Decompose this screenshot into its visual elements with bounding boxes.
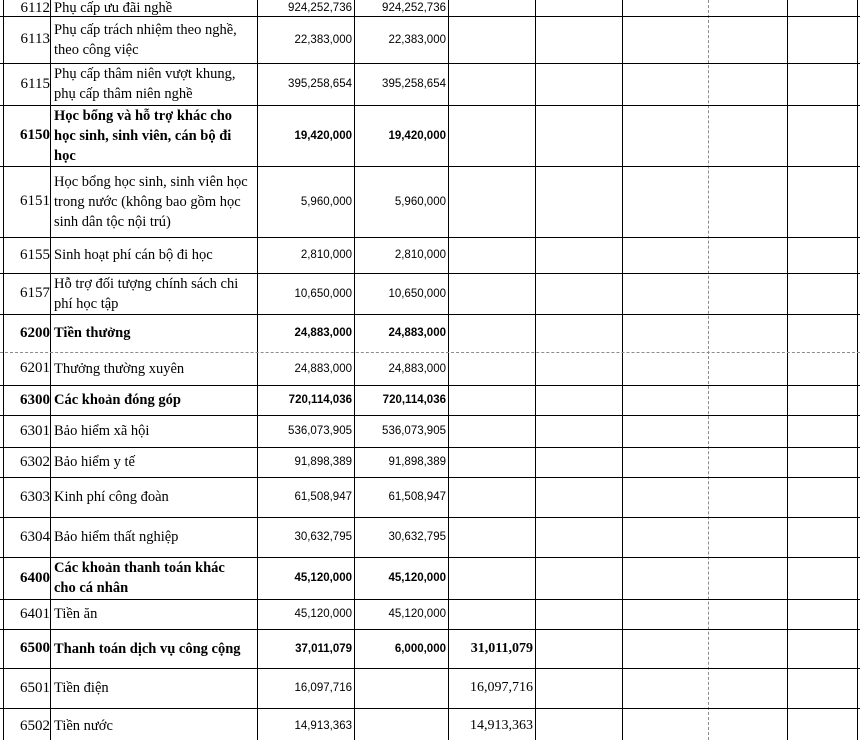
account-code-cell: 6157 xyxy=(20,285,50,301)
amount-column-2-cell xyxy=(356,668,446,708)
account-code-cell: 6201 xyxy=(20,360,50,376)
amount-total-cell: 720,114,036 xyxy=(288,394,352,406)
account-code-cell: 6500 xyxy=(20,640,50,656)
amount-total-cell: 45,120,000 xyxy=(294,572,352,584)
amount-column-2-cell: 30,632,795 xyxy=(388,531,446,543)
table-row xyxy=(0,273,860,314)
account-code-cell: 6401 xyxy=(20,605,50,622)
amount-total-cell: 16,097,716 xyxy=(294,682,352,694)
amount-column-2-cell: 6,000,000 xyxy=(394,642,446,655)
table-row xyxy=(0,105,860,166)
item-name-cell: Các khoản đóng góp xyxy=(54,392,181,408)
amount-column-2-cell: 22,383,000 xyxy=(388,33,446,46)
amount-column-2-cell: 24,883,000 xyxy=(388,362,446,375)
account-code-cell: 6501 xyxy=(20,679,50,696)
item-name-cell: Sinh hoạt phí cán bộ đi học xyxy=(54,247,213,263)
amount-total-cell: 30,632,795 xyxy=(294,531,352,543)
amount-column-3-cell xyxy=(450,385,533,415)
table-row xyxy=(0,477,860,517)
amount-column-3-cell: 14,913,363 xyxy=(470,718,533,733)
amount-column-2-cell: 536,073,905 xyxy=(382,425,446,437)
amount-column-3-cell xyxy=(450,477,533,517)
amount-column-3-cell xyxy=(450,105,533,166)
table-row xyxy=(0,314,860,352)
item-name-cell: Bảo hiểm thất nghiệp xyxy=(54,529,179,545)
account-code-cell: 6301 xyxy=(20,422,50,439)
amount-column-2-cell: 61,508,947 xyxy=(388,491,446,503)
account-code-cell: 6151 xyxy=(20,193,50,209)
table-row xyxy=(0,237,860,273)
table-row xyxy=(0,385,860,415)
item-name-cell: Kinh phí công đoàn xyxy=(54,489,169,505)
amount-column-2-cell: 45,120,000 xyxy=(388,572,446,584)
item-name-cell: Tiền điện xyxy=(54,680,109,696)
item-name-cell: Bảo hiểm xã hội xyxy=(54,423,150,439)
amount-total-cell: 24,883,000 xyxy=(294,327,352,339)
amount-column-2-cell: 5,960,000 xyxy=(394,195,446,208)
item-name-cell: Các khoản thanh toán khác cho cá nhân xyxy=(54,560,225,596)
item-name-cell: Tiền nước xyxy=(54,718,113,734)
table-row xyxy=(0,668,860,708)
amount-column-3-cell xyxy=(450,166,533,237)
amount-total-cell: 2,810,000 xyxy=(300,249,352,261)
table-row xyxy=(0,16,860,63)
item-name-cell: Học bổng và hỗ trợ khác cho học sinh, sinh viên, cán bộ đi học xyxy=(54,107,233,164)
account-code-cell: 6400 xyxy=(20,569,50,586)
account-code-cell: 6502 xyxy=(20,717,50,734)
amount-total-cell: 45,120,000 xyxy=(294,608,352,620)
account-code-cell: 6150 xyxy=(20,127,50,143)
item-name-cell: Tiền ăn xyxy=(54,606,98,622)
amount-column-3-cell xyxy=(450,314,533,352)
amount-column-3-cell: 16,097,716 xyxy=(470,680,533,695)
amount-total-cell: 24,883,000 xyxy=(294,362,352,375)
amount-column-2-cell: 24,883,000 xyxy=(388,327,446,339)
item-name-cell: Hỗ trợ đối tượng chính sách chi phí học tập xyxy=(54,275,239,312)
amount-total-cell: 395,258,654 xyxy=(288,78,352,90)
table-row xyxy=(0,352,860,385)
amount-column-2-cell: 720,114,036 xyxy=(382,394,446,406)
account-code-cell: 6200 xyxy=(20,324,50,341)
amount-column-2-cell: 395,258,654 xyxy=(382,78,446,90)
amount-total-cell: 19,420,000 xyxy=(294,129,352,142)
table-row xyxy=(0,415,860,447)
item-name-cell: Phụ cấp thâm niên vượt khung, phụ cấp thâm niên nghề xyxy=(54,66,236,102)
table-row xyxy=(0,63,860,105)
account-code-cell: 6115 xyxy=(20,75,50,92)
item-name-cell: Thưởng thường xuyên xyxy=(54,360,185,377)
amount-total-cell: 10,650,000 xyxy=(294,287,352,300)
item-name-cell: Học bổng học sinh, sinh viên học trong nước (không bao gồm học sinh dân tộc nội trú) xyxy=(54,173,248,230)
amount-column-3-cell: 31,011,079 xyxy=(470,640,533,656)
amount-total-cell: 91,898,389 xyxy=(294,456,352,468)
amount-total-cell: 14,913,363 xyxy=(294,720,352,732)
amount-column-3-cell xyxy=(450,447,533,477)
amount-column-2-cell: 10,650,000 xyxy=(388,287,446,300)
account-code-cell: 6112 xyxy=(20,0,50,16)
item-name-cell: Bảo hiểm y tế xyxy=(54,454,135,470)
amount-column-3-cell xyxy=(450,557,533,599)
item-name-cell: Phụ cấp ưu đãi nghề xyxy=(54,0,173,16)
amount-total-cell: 61,508,947 xyxy=(294,491,352,503)
amount-column-3-cell xyxy=(450,16,533,63)
amount-total-cell: 37,011,079 xyxy=(295,642,352,655)
table-row xyxy=(0,166,860,237)
account-code-cell: 6155 xyxy=(20,246,50,263)
amount-column-3-cell xyxy=(450,0,533,16)
amount-column-3-cell xyxy=(450,237,533,273)
amount-column-3-cell xyxy=(450,415,533,447)
amount-column-3-cell xyxy=(450,517,533,557)
table-row xyxy=(0,557,860,599)
item-name-cell: Thanh toán dịch vụ công cộng xyxy=(54,640,241,657)
amount-column-2-cell xyxy=(356,708,446,744)
table-row xyxy=(0,708,860,744)
account-code-cell: 6304 xyxy=(20,528,50,545)
account-code-cell: 6302 xyxy=(20,453,50,470)
amount-total-cell: 536,073,905 xyxy=(288,425,352,437)
amount-column-2-cell: 45,120,000 xyxy=(388,608,446,620)
amount-column-3-cell xyxy=(450,352,533,385)
amount-total-cell: 22,383,000 xyxy=(294,33,352,46)
amount-total-cell: 5,960,000 xyxy=(300,195,352,208)
account-code-cell: 6303 xyxy=(20,488,50,505)
table-row xyxy=(0,599,860,629)
amount-column-3-cell xyxy=(450,63,533,105)
amount-column-2-cell: 91,898,389 xyxy=(388,456,446,468)
account-code-cell: 6113 xyxy=(20,31,50,47)
item-name-cell: Tiền thưởng xyxy=(54,325,131,341)
amount-column-3-cell xyxy=(450,273,533,314)
amount-total-cell: 924,252,736 xyxy=(288,2,352,14)
amount-column-2-cell: 2,810,000 xyxy=(394,249,446,261)
table-row xyxy=(0,517,860,557)
amount-column-2-cell: 924,252,736 xyxy=(382,2,446,14)
item-name-cell: Phụ cấp trách nhiệm theo nghề, theo công việc xyxy=(54,21,237,58)
table-row xyxy=(0,629,860,668)
table-row xyxy=(0,447,860,477)
amount-column-2-cell: 19,420,000 xyxy=(388,129,446,142)
table-row xyxy=(0,0,860,16)
amount-column-3-cell xyxy=(450,599,533,629)
account-code-cell: 6300 xyxy=(20,391,50,408)
